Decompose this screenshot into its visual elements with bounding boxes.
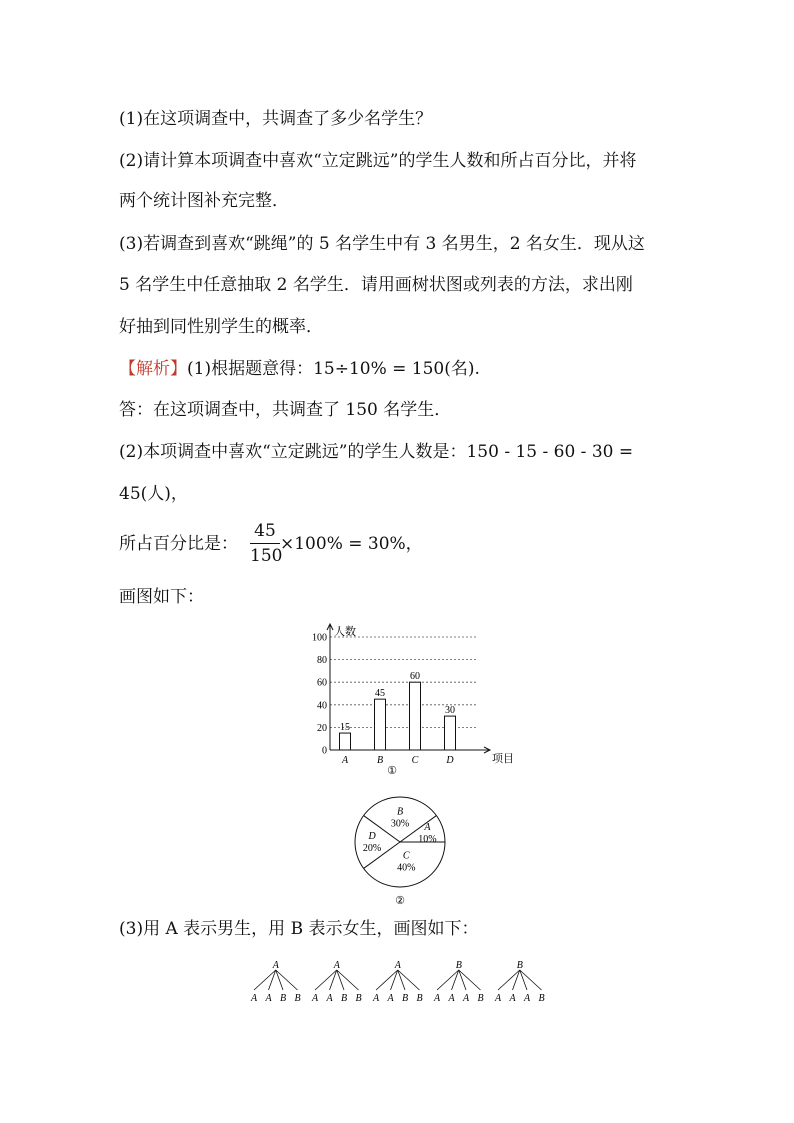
tree-leaf-label: A [462,993,470,1004]
bar-data-label: 60 [410,671,420,683]
tree-leaf-label: B [401,993,409,1004]
bar-data-label: 15 [340,722,350,734]
draw-note: 画图如下： [119,587,204,607]
tree-leaf-label: A [326,993,333,1004]
y-tick-label: 0 [322,745,327,757]
question-3-line-2: 5 名学生中任意抽取 2 名学生．请用画树状图或列表的方法，求出刚 [119,275,633,295]
question-1: (1)在这项调查中，共调查了多少名学生？ [119,109,433,129]
solution-1 [119,358,480,380]
tree-leaf-label: A [372,993,380,1004]
tree-leaf-label: B [279,993,287,1004]
pie-slice-percent-C: 40% [397,862,416,874]
fraction-bar [250,543,280,544]
x-axis-label: 项目 [492,753,514,765]
tree-root-label: B [455,960,462,971]
fraction-denominator: 150 [250,546,283,566]
tree-root-label: A [394,960,401,971]
tree-leaf-label: A [448,993,455,1004]
percent-prefix: 所占百分比是： [119,534,238,554]
pie-slice-percent-B: 30% [390,818,410,830]
question-3-line-1: (3)若调查到喜欢“跳绳”的 5 名学生中有 3 名男生，2 名女生．现从这 [119,234,645,254]
question-2-line-2: 两个统计图补充完整． [119,191,289,211]
solution-3: (3)用 A 表示男生，用 B 表示女生，画图如下： [119,919,479,939]
percent-suffix: ×100% = 30%， [280,534,423,554]
bar-A [340,733,351,750]
tree-leaf-label: B [538,993,545,1004]
tree-leaf-label: B [477,993,484,1004]
pie-slice-label-D: D [368,831,376,842]
tree-leaf-label: B [416,993,423,1004]
pie-chart [345,790,455,920]
tree-leaf-label: A [265,993,272,1004]
answer-1: 答：在这项调查中，共调查了 150 名学生． [119,400,452,420]
tree-root-label: B [516,960,523,971]
tree-leaf-label: B [340,993,348,1004]
y-tick-label: 60 [317,677,327,689]
pie-slice-percent-A: 10% [418,834,437,846]
x-tick-label: C [411,755,419,766]
tree-leaf-label: A [494,993,502,1004]
solution-1-text: (1)根据题意得：15÷10% = 150(名). [187,359,480,379]
jiexi-tag: 【解析】 [119,359,187,379]
y-tick-label: 40 [317,700,327,712]
bar-D [445,716,456,750]
tree-leaf-label: B [294,993,301,1004]
tree-leaf-label: A [387,993,394,1004]
tree-leaf-label: A [433,993,441,1004]
pie-slice-percent-D: 20% [362,843,382,854]
fraction [250,520,283,567]
bar-chart [300,618,514,777]
fraction-numerator: 45 [254,521,276,541]
pie-slice-label-A: A [424,822,431,834]
tree-leaf-label: B [355,993,362,1004]
x-tick-label: B [376,755,384,766]
pie-chart-caption: ② [395,895,405,907]
solution-2-line-2: 45(人)， [119,484,188,504]
y-tick-label: 100 [312,632,327,644]
tree-leaf-label: A [509,993,516,1004]
pie-slice-label-B: B [396,806,404,818]
y-axis-label: 人数 [334,626,356,638]
bar-C [410,682,421,750]
question-2-line-1: (2)请计算本项调查中喜欢“立定跳远”的学生人数和所占百分比，并将 [119,151,637,171]
tree-diagram [240,958,570,1008]
tree-root-label: A [333,960,340,971]
bar-data-label: 30 [445,705,455,717]
tree-leaf-label: A [250,993,258,1004]
x-tick-label: A [341,755,349,766]
tree-leaf-label: A [523,993,531,1004]
x-tick-label: D [446,755,454,766]
y-tick-label: 20 [317,722,327,734]
bar-data-label: 45 [375,688,385,700]
question-3-line-3: 好抽到同性别学生的概率． [119,317,323,337]
solution-2-line-1: (2)本项调查中喜欢“立定跳远”的学生人数是：150 - 15 - 60 - 30 = [119,442,634,462]
bar-chart-caption: ① [387,765,397,777]
pie-slice-label-C: C [402,850,410,862]
bar-B [375,699,386,750]
y-tick-label: 80 [317,655,327,667]
tree-root-label: A [272,960,279,971]
tree-leaf-label: A [311,993,319,1004]
